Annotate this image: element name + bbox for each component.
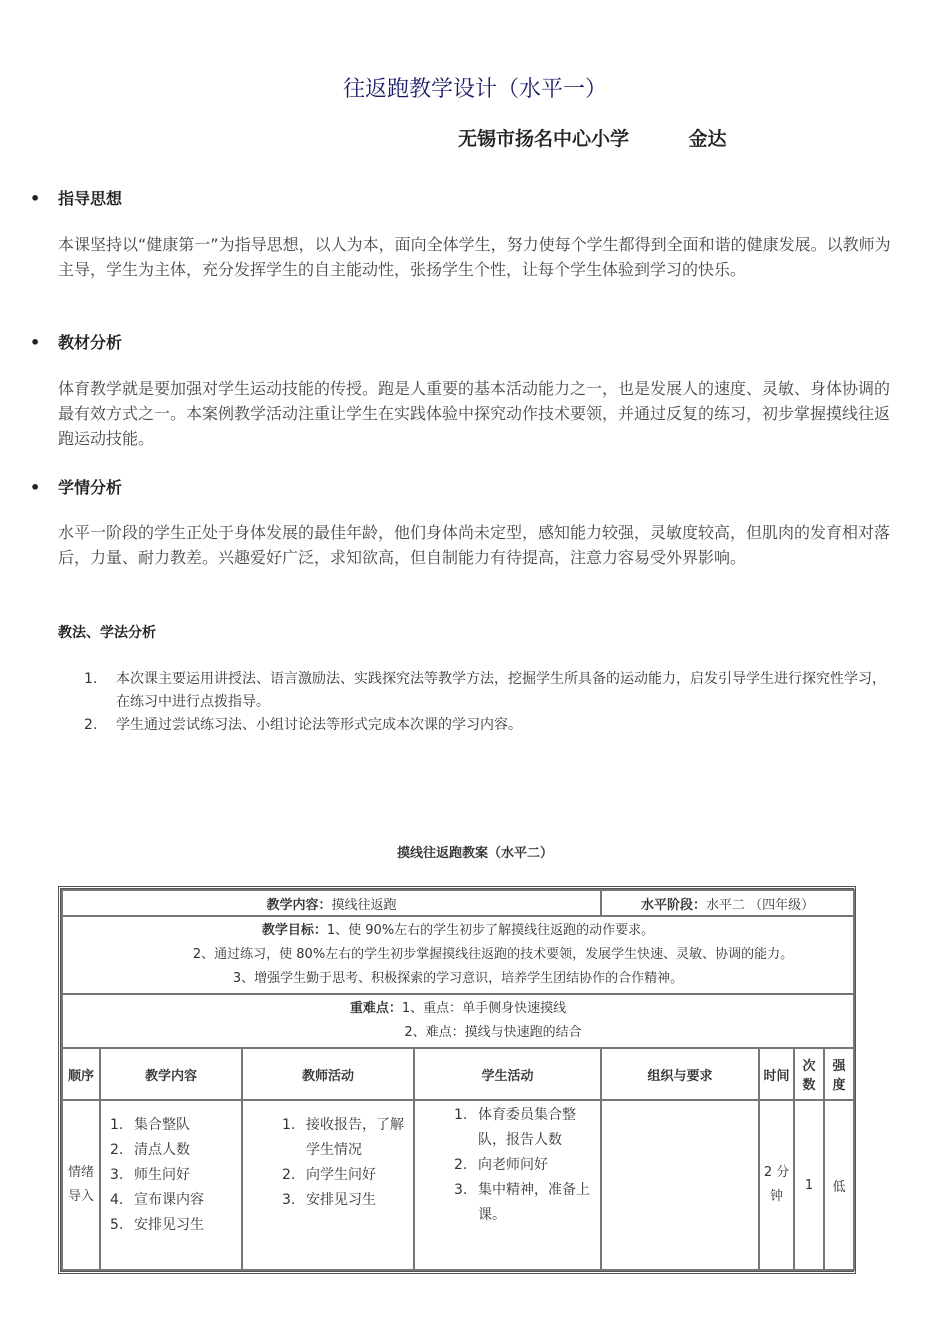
table-row [62,994,854,1048]
content-items-cell: 1. 集合整队 2. 清点人数 3. 师生问好 4. 宣布课内容 5. 安排见习生 [100,1100,242,1270]
column-header: 时间 [759,1048,794,1100]
level-cell: 水平阶段：水平二 （四年级） [601,890,854,916]
section-heading-material: • 教材分析 [30,333,123,352]
phase-cell: 情绪导入 [62,1100,100,1270]
table-row [62,1100,854,1270]
section-heading-guiding: • 指导思想 [30,189,123,208]
lesson-plan-table-frame [58,886,856,1274]
column-header: 教学内容 [100,1048,242,1100]
list-item: 2. 学生通过尝试练习法、小组讨论法等形式完成本次课的学习内容。 [84,717,522,733]
column-header: 顺序 [62,1048,100,1100]
time-cell: 2 分钟 [759,1100,794,1270]
section-body-students: 水平一阶段的学生正处于身体发展的最佳年龄，他们身体尚未定型，感知能力较强，灵敏度较高，但肌肉的发育相对落后，力量、耐力教差。兴趣爱好广泛，求知欲高，但自制能力有待提高，注意力容易受外界影响。 [58,523,891,567]
lesson-plan-table [61,889,855,1271]
table-row [62,890,854,916]
table-header-row [62,1048,854,1100]
intensity-cell: 低 [824,1100,854,1270]
table-row [62,916,854,994]
bullet-icon: • [30,189,41,208]
document-title: 往返跑教学设计（水平一） [342,77,607,102]
methods-list [84,668,894,737]
section-body-guiding: 本课坚持以“健康第一”为指导思想，以人为本，面向全体学生，努力使每个学生都得到全面和谐的健康发展。以教师为主导，学生为主体，充分发挥学生的自主能动性，张扬学生个性，让每个学生体验到学习的快乐。 [58,235,891,279]
column-header: 学生活动 [414,1048,601,1100]
lesson-plan-title: 摸线往返跑教案（水平二） [396,846,553,861]
count-cell: 1 [794,1100,824,1270]
column-header: 次数 [794,1048,824,1100]
list-item: 1. 本次课主要运用讲授法、语言激励法、实践探究法等教学方法，挖掘学生所具备的运动能力，启发引导学生进行探究性学习，在练习中进行点拨指导。 [84,671,886,710]
content-cell: 教学内容：摸线往返跑 [62,890,601,916]
author-line: 无锡市扬名中心小学 金达 [458,128,727,150]
bullet-icon: • [30,333,41,352]
student-activity-cell: 1. 体育委员集合整队，报告人数 2. 向老师问好 3. 集中精神，准备上课。 [414,1100,601,1270]
bullet-icon: • [30,478,41,497]
column-header: 组织与要求 [601,1048,759,1100]
goals-cell: 教学目标：1、使 90%左右的学生初步了解摸线往返跑的动作要求。 2、通过练习，使 80%左右的学生初步掌握摸线往返跑的技术要领，发展学生快速、灵敏、协调的能力。 3、增强学生勤于思考、积极探索的学习意识，培养学生团结协作的合作精神。 [62,916,854,994]
column-header: 强度 [824,1048,854,1100]
key-points-cell: 重难点：1、重点：单手侧身快速摸线 2、难点：摸线与快速跑的结合 [62,994,854,1048]
organization-cell [601,1100,759,1270]
column-header: 教师活动 [242,1048,414,1100]
section-heading-students: • 学情分析 [30,478,123,497]
teacher-activity-cell: 1. 接收报告，了解学生情况 2. 向学生问好 3. 安排见习生 [242,1100,414,1270]
section-body-material: 体育教学就是要加强对学生运动技能的传授。跑是人重要的基本活动能力之一，也是发展人的速度、灵敏、身体协调的最有效方式之一。本案例教学活动注重让学生在实践体验中探究动作技术要领，并通过反复的练习，初步掌握摸线往返跑运动技能。 [58,379,891,448]
methods-heading: 教法、学法分析 [58,625,156,641]
